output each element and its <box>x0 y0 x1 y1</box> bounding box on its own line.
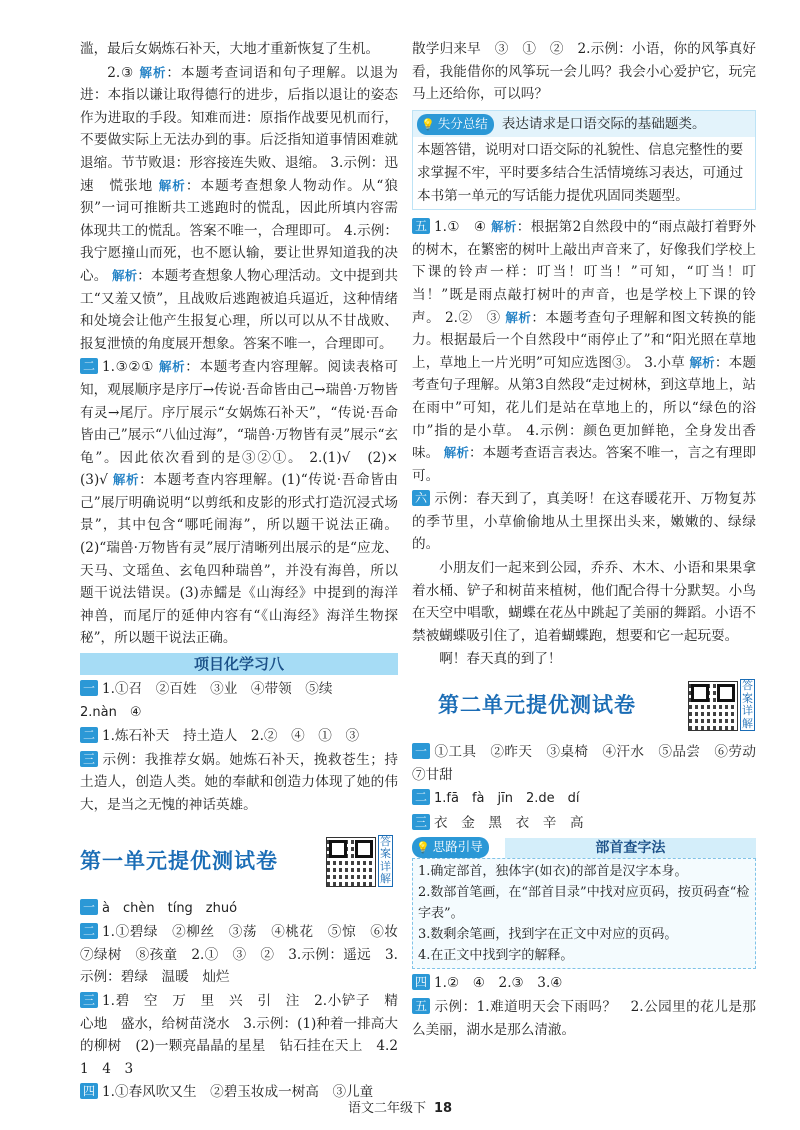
guide-step: 4.在正文中找到字的解释。 <box>418 948 574 964</box>
summary-badge-label: 失分总结 <box>437 115 488 131</box>
essay-text: 小朋友们一起来到公园，乔乔、木木、小语和果果拿着水桶、铲子和树苗来植树，他们配合得十分默契。小鸟在天空中唱歌，蝴蝶在花丛中跳起了美丽的舞蹈。小语不禁被蝴蝶吸引住了，追着蝴蝶跑，想要和它一起玩耍。 <box>412 560 756 644</box>
guide-badge-label: 思路引导 <box>432 839 483 855</box>
guide-header <box>412 837 756 858</box>
guide-badge <box>412 837 489 858</box>
answer-text: ①工具 ②昨天 ③桌椅 ④汗水 ⑤品尝 ⑥劳动 ⑦甘甜 <box>412 744 770 783</box>
paragraph: 滥，最后女娲炼石补天，大地才重新恢复了生机。 <box>80 41 380 57</box>
section-tag: 一 <box>80 899 98 915</box>
page-footer <box>0 1097 800 1116</box>
section-tag: 二 <box>412 789 430 805</box>
analysis-label: 解析 <box>139 64 167 80</box>
unit1-section-1 <box>80 897 398 921</box>
answer-text: 1.碧 空 万 里 兴 引 注 2.小铲子 精心地 盛水，给树苗浇水 3.示例：(1)种着一排高大的柳树 (2)一颗亮晶晶的星星 钻石挂在天上 4.2 1 4 3 <box>80 992 412 1077</box>
analysis-text: ：本题考查内容理解。阅读表格可知，观展顺序是序厅→传说·吾命皆由己→瑞兽·万物皆有灵→尾厅。序厅展示“女娲炼石补天”，“传说·吾命皆由己”展示“八仙过海”，“瑞兽·万物皆有灵”展示“玄龟”。因此依次看到的是③②①。 <box>80 359 398 466</box>
analysis-label: 解析 <box>505 309 532 325</box>
answer-text: 2.nàn ④ <box>80 704 142 720</box>
unit2-section-5 <box>412 996 756 1041</box>
project-section-3 <box>80 749 398 817</box>
unit2-section-1 <box>412 741 770 786</box>
answer-text: 1.③②① <box>102 359 155 376</box>
unit1-header <box>80 835 398 887</box>
analysis-text: ：本题考查句子理解和图文转换的能力。根据最后一个自然段中“雨停止了”和“阳光照在草地上，草地上一片光明”可知应选图③。 <box>412 309 756 371</box>
answer-text: 4.示例：颜色更加鲜艳，全身发出香味。 <box>412 422 757 462</box>
answer-text: 2.(1)√ (2)× (3)√ <box>80 449 412 489</box>
essay-text: 啊！春天真的到了！ <box>439 651 562 668</box>
answer-text: 1.①碧绿 ②柳丝 ③荡 ④桃花 ⑤惊 ⑥妆 ⑦绿树 ⑧孩童 2.① ③ ② 3.示例：遥远 3.示例：碧绿 温暖 灿烂 <box>80 924 412 986</box>
section-tag: 一 <box>80 680 98 696</box>
answer-block <box>80 62 398 356</box>
section-tag: 二 <box>80 923 98 939</box>
loss-summary-box <box>412 110 756 210</box>
section-tag: 二 <box>80 358 98 374</box>
analysis-text: ：本题考查词语和句子理解。以退为进：本指以谦让取得德行的进步，后指以退让的姿态作为进取的手段。知难而进：原指作战要见机而行，不要做实际上无法办到的事。后泛指知道事情困难就退缩。节节败退：形容接连失败、退缩。 <box>80 64 398 171</box>
summary-badge <box>417 114 494 135</box>
analysis-label: 解析 <box>112 472 140 488</box>
qr-code-icon[interactable] <box>688 681 738 731</box>
section-tag: 二 <box>80 727 98 743</box>
section-tag: 三 <box>80 992 98 1008</box>
guide-step: 3.数剩余笔画，找到字在正文中对应的页码。 <box>418 927 678 943</box>
guide-steps <box>412 858 756 969</box>
analysis-text: ：根据第2自然段中的“雨点敲打着野外的树木，在繁密的树叶上敲出声音来了，好像我们学校上下课的铃声一样：叮当！叮当！”可知，“叮当！叮当！”既是雨点敲打树叶的声音，也是学校上下课的铃声。 <box>412 219 756 326</box>
qr-label: 答案详解 <box>380 834 391 886</box>
section-tag: 五 <box>412 218 430 234</box>
unit2-title: 第二单元提优测试卷 <box>438 693 636 718</box>
project-section-1 <box>80 678 398 724</box>
section-6 <box>412 488 756 556</box>
analysis-label: 解析 <box>689 354 715 370</box>
right-column <box>412 38 770 1042</box>
unit1-title: 第一单元提优测试卷 <box>80 848 278 873</box>
summary-header <box>413 111 755 138</box>
section-5 <box>412 216 756 487</box>
analysis-label: 解析 <box>158 177 186 193</box>
answer-text: 1.炼石补天 持土造人 2.② ④ ① ③ <box>102 728 360 745</box>
unit1-section-3 <box>80 990 412 1080</box>
answer-text: 示例：我推荐女娲。她炼石补天，挽救苍生；持土造人，创造人类。她的奉献和创造力体现了她的伟大，是当之无愧的神话英雄。 <box>80 751 398 813</box>
left-column <box>80 38 412 1105</box>
answer-text: 1.② ④ 2.③ 3.④ <box>434 975 563 992</box>
answer-text: 示例：1.难道明天会下雨吗？ 2.公园里的花儿是那么美丽，湖水是那么清澈。 <box>412 999 756 1038</box>
answer-number: 2.③ <box>107 64 135 81</box>
bulb-icon: 💡 <box>421 117 435 131</box>
book-title: 语文二年级下 <box>347 1101 426 1116</box>
section-tag: 三 <box>80 751 98 767</box>
unit2-section-3 <box>412 812 756 835</box>
answer-text: 3.小草 <box>644 354 685 371</box>
qr-label: 答案详解 <box>742 679 753 730</box>
project-title: 项目化学习八 <box>80 653 398 675</box>
analysis-text: ：本题考查语言表达。答案不唯一，言之有理即可。 <box>412 445 757 484</box>
thinking-guide-box <box>412 837 756 969</box>
answer-text: 1.fā fà jīn 2.de dí <box>434 791 580 807</box>
section-2 <box>80 356 412 650</box>
unit2-section-4 <box>412 972 756 995</box>
unit1-section-2 <box>80 921 412 989</box>
unit2-header <box>412 679 756 731</box>
answer-text: 1.①召 ②百姓 ③业 ④带领 ⑤续 <box>102 681 333 698</box>
analysis-text: ：本题考查想象人物动作。从“狼狈”一词可推断共工逃跑时的慌乱，因此所填内容需体现共工的慌乱。答案不唯一，合理即可。 <box>80 177 398 239</box>
page-number: 18 <box>433 1101 453 1116</box>
qr-code-icon[interactable] <box>326 837 376 887</box>
analysis-label: 解析 <box>159 359 186 375</box>
section-tag: 一 <box>412 743 430 759</box>
analysis-label: 解析 <box>443 445 469 461</box>
answer-text: 3.示例：迅速 慌张地 <box>80 154 399 194</box>
analysis-text: ：本题考查想象人物心理活动。文中提到共工“又羞又愤”，且战败后逃跑被追兵逼近，这种情绪和处境会让他产生报复心理，所以可以从不甘战败、报复泄愤的角度展开想象。答案不唯一，合理即可。 <box>80 267 398 352</box>
section-tag: 四 <box>412 974 430 990</box>
analysis-label: 解析 <box>111 267 138 283</box>
analysis-label: 解析 <box>491 219 517 235</box>
section-tag: 三 <box>412 814 430 830</box>
answer-text: 1.①春风吹又生 ②碧玉妆成一树高 ③儿童 <box>102 1084 374 1101</box>
essay-text: 示例：春天到了，真美呀！在这春暖花开、万物复苏的季节里，小草偷偷地从土里探出头来，嫩嫩的、绿绿的。 <box>412 491 756 553</box>
analysis-text: ：本题考查句子理解。从第3自然段“走过树林，到这草地上，站在雨中”可知，花儿们是站在草地上的，所以“绿色的浴巾”指的是小草。 <box>412 354 756 439</box>
paragraph: 散学归来早 ③ ① ② 2.示例：小语，你的风筝真好看，我能借你的风筝玩一会儿吗？我会小心爱护它，玩完马上还给你，可以吗？ <box>412 41 756 103</box>
answer-text: 1.① ④ <box>434 219 487 236</box>
summary-heading: 表达请求是口语交际的基础题类。 <box>501 115 706 132</box>
bulb-icon: 💡 <box>416 841 430 855</box>
guide-step: 2.数部首笔画，在“部首目录”中找对应页码，按页码查“检字表”。 <box>418 885 750 922</box>
guide-method-title: 部首查字法 <box>505 838 756 858</box>
project-section-2 <box>80 725 398 748</box>
section-tag: 五 <box>412 998 430 1014</box>
answer-text: 衣 金 黑 衣 辛 高 <box>434 814 584 831</box>
analysis-text: ：本题考查内容理解。(1)“传说·吾命皆由己”展厅明确说明“以剪纸和皮影的形式打造沉浸式场景”，其中包含“哪吒闹海”，所以题干说法正确。(2)“瑞兽·万物皆有灵”展厅清晰列出展示的是“应龙、天马、文瑶鱼、玄龟四种瑞兽”，并没有海兽，所以题干说法错误。(3)赤鱬是《山海经》中提到的海洋神兽，而尾厅的延伸内容有“《山海经》海洋生物探秘”，所以题干说法正确。 <box>80 472 398 647</box>
answer-text: 4.示例：我宁愿撞山而死，也不愿认输，要让世界知道我的决心。 <box>80 222 398 284</box>
section-tag: 四 <box>80 1083 98 1099</box>
answer-text: à chèn tíng zhuó <box>102 900 238 916</box>
guide-step: 1.确定部首，独体字(如衣)的部首是汉字本身。 <box>418 864 688 880</box>
summary-body: 本题答错，说明对口语交际的礼貌性、信息完整性的要求掌握不牢，平时要多结合生活情境练习表达，可通过本书第一单元的写话能力提优巩固同类题型。 <box>417 142 744 204</box>
section-tag: 六 <box>412 490 430 506</box>
unit2-section-2 <box>412 787 756 811</box>
answer-text: 2.② ③ <box>444 309 501 326</box>
